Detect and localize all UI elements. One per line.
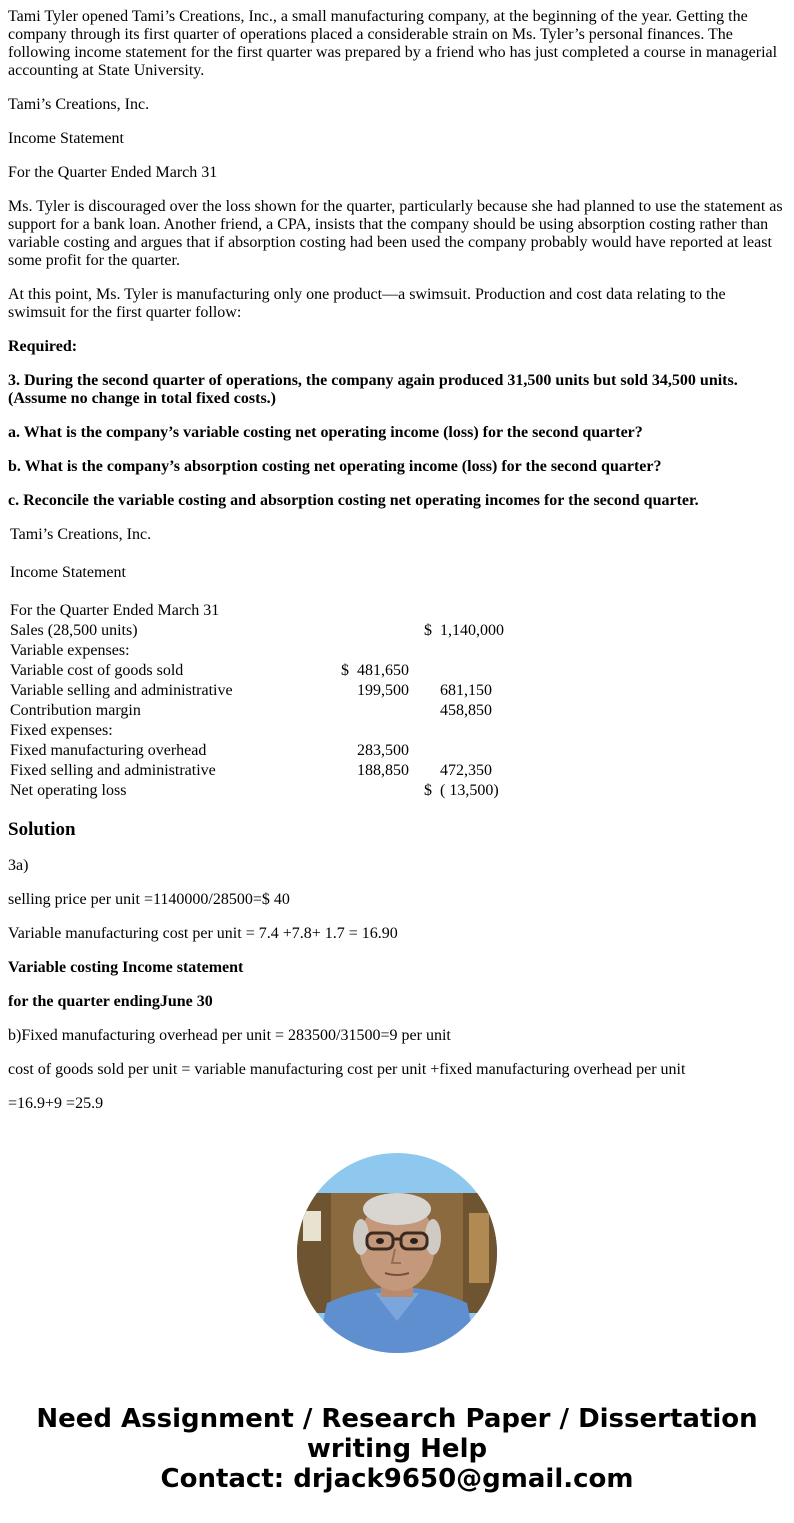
currency-symbol: $ (341, 662, 349, 679)
currency-symbol: $ (424, 782, 432, 799)
fixed-overhead-line: b)Fixed manufacturing overhead per unit = 283500/31500=9 per unit (8, 1027, 451, 1044)
person-portrait-image (297, 1153, 497, 1353)
question-3c: c. Reconcile the variable costing and absorption costing net operating incomes for the second quarter. (8, 492, 699, 509)
variable-cost-line: Variable manufacturing cost per unit = 7.4 +7.8+ 1.7 = 16.90 (8, 925, 398, 942)
row-label: Fixed selling and administrative (10, 762, 216, 779)
total-amount: 1,140,000 (440, 622, 504, 639)
question-3a: a. What is the company’s variable costing net operating income (loss) for the second quarter? (8, 424, 643, 441)
row-label: Contribution margin (10, 702, 141, 719)
variable-costing-title: Variable costing Income statement (8, 959, 244, 976)
table-company: Tami’s Creations, Inc. (10, 526, 152, 543)
row-label: Fixed manufacturing overhead (10, 742, 207, 759)
company-name: Tami’s Creations, Inc. (8, 96, 150, 113)
table-row (8, 621, 536, 641)
table-period: For the Quarter Ended March 31 (10, 602, 220, 619)
table-row (8, 701, 536, 721)
banner-line-1: Need Assignment / Research Paper / Dissertation (36, 1404, 758, 1434)
table-row (8, 721, 536, 741)
cogs-per-unit-line: cost of goods sold per unit = variable manufacturing cost per unit +fixed manufacturing overhead per unit (8, 1061, 686, 1078)
row-label: Sales (28,500 units) (10, 622, 138, 639)
selling-price-line: selling price per unit =1140000/28500=$ 40 (8, 891, 290, 908)
table-row (8, 741, 536, 761)
currency-symbol: $ (424, 622, 432, 639)
solution-heading: Solution (8, 819, 76, 840)
row-label: Net operating loss (10, 782, 127, 799)
banner-line-2: writing Help (306, 1434, 488, 1464)
row-label: Variable expenses: (10, 642, 130, 659)
intro-paragraph: Tami Tyler opened Tami’s Creations, Inc., a small manufacturing company, at the beginning of the year. Getting the company through its first quarter of operations placed a considerable strain on Ms. Tyler’s personal finances. The following income statement for the first quarter was prepared by a friend who has just completed a course in managerial accounting at State University. (8, 8, 778, 79)
total-amount: 681,150 (440, 682, 492, 699)
detail-amount: 481,650 (357, 662, 409, 679)
table-row (8, 681, 536, 701)
total-amount: 458,850 (440, 702, 492, 719)
detail-amount: 188,850 (357, 762, 409, 779)
total-amount: 472,350 (440, 762, 492, 779)
row-label: Fixed expenses: (10, 722, 113, 739)
statement-title: Income Statement (8, 130, 124, 147)
row-label: Variable cost of goods sold (10, 662, 184, 679)
cogs-calculation: =16.9+9 =25.9 (8, 1095, 104, 1112)
discussion-paragraph: Ms. Tyler is discouraged over the loss shown for the quarter, particularly because she had planned to use the statement as support for a bank loan. Another friend, a CPA, insists that the company should be using absorption costing rather than variable costing and argues that if absorption costing had been used the company probably would have reported at least some profit for the quarter. (8, 198, 783, 269)
document (8, 0, 786, 1113)
question-3: 3. During the second quarter of operations, the company again produced 31,500 units but sold 34,500 units. (Assume no change in total fixed costs.) (8, 372, 738, 407)
table-row (8, 781, 536, 801)
solution-part-a: 3a) (8, 857, 29, 874)
product-note: At this point, Ms. Tyler is manufacturing only one product—a swimsuit. Production and cost data relating to the swimsuit for the first quarter follow: (8, 286, 726, 321)
row-label: Variable selling and administrative (10, 682, 233, 699)
detail-amount: 199,500 (357, 682, 409, 699)
promo-banner (0, 1404, 794, 1494)
total-amount: ( 13,500) (440, 782, 499, 799)
banner-contact-line: Contact: drjack9650@gmail.com (160, 1464, 634, 1494)
detail-amount: 283,500 (357, 742, 409, 759)
variable-costing-period: for the quarter endingJune 30 (8, 993, 213, 1010)
author-photo (297, 1153, 497, 1353)
table-row (8, 661, 536, 681)
table-row (8, 761, 536, 781)
statement-period: For the Quarter Ended March 31 (8, 164, 218, 181)
required-label: Required: (8, 338, 78, 355)
income-statement-table (8, 525, 536, 801)
question-3b: b. What is the company’s absorption costing net operating income (loss) for the second quarter? (8, 458, 662, 475)
table-title: Income Statement (10, 564, 126, 581)
table-row (8, 641, 536, 661)
